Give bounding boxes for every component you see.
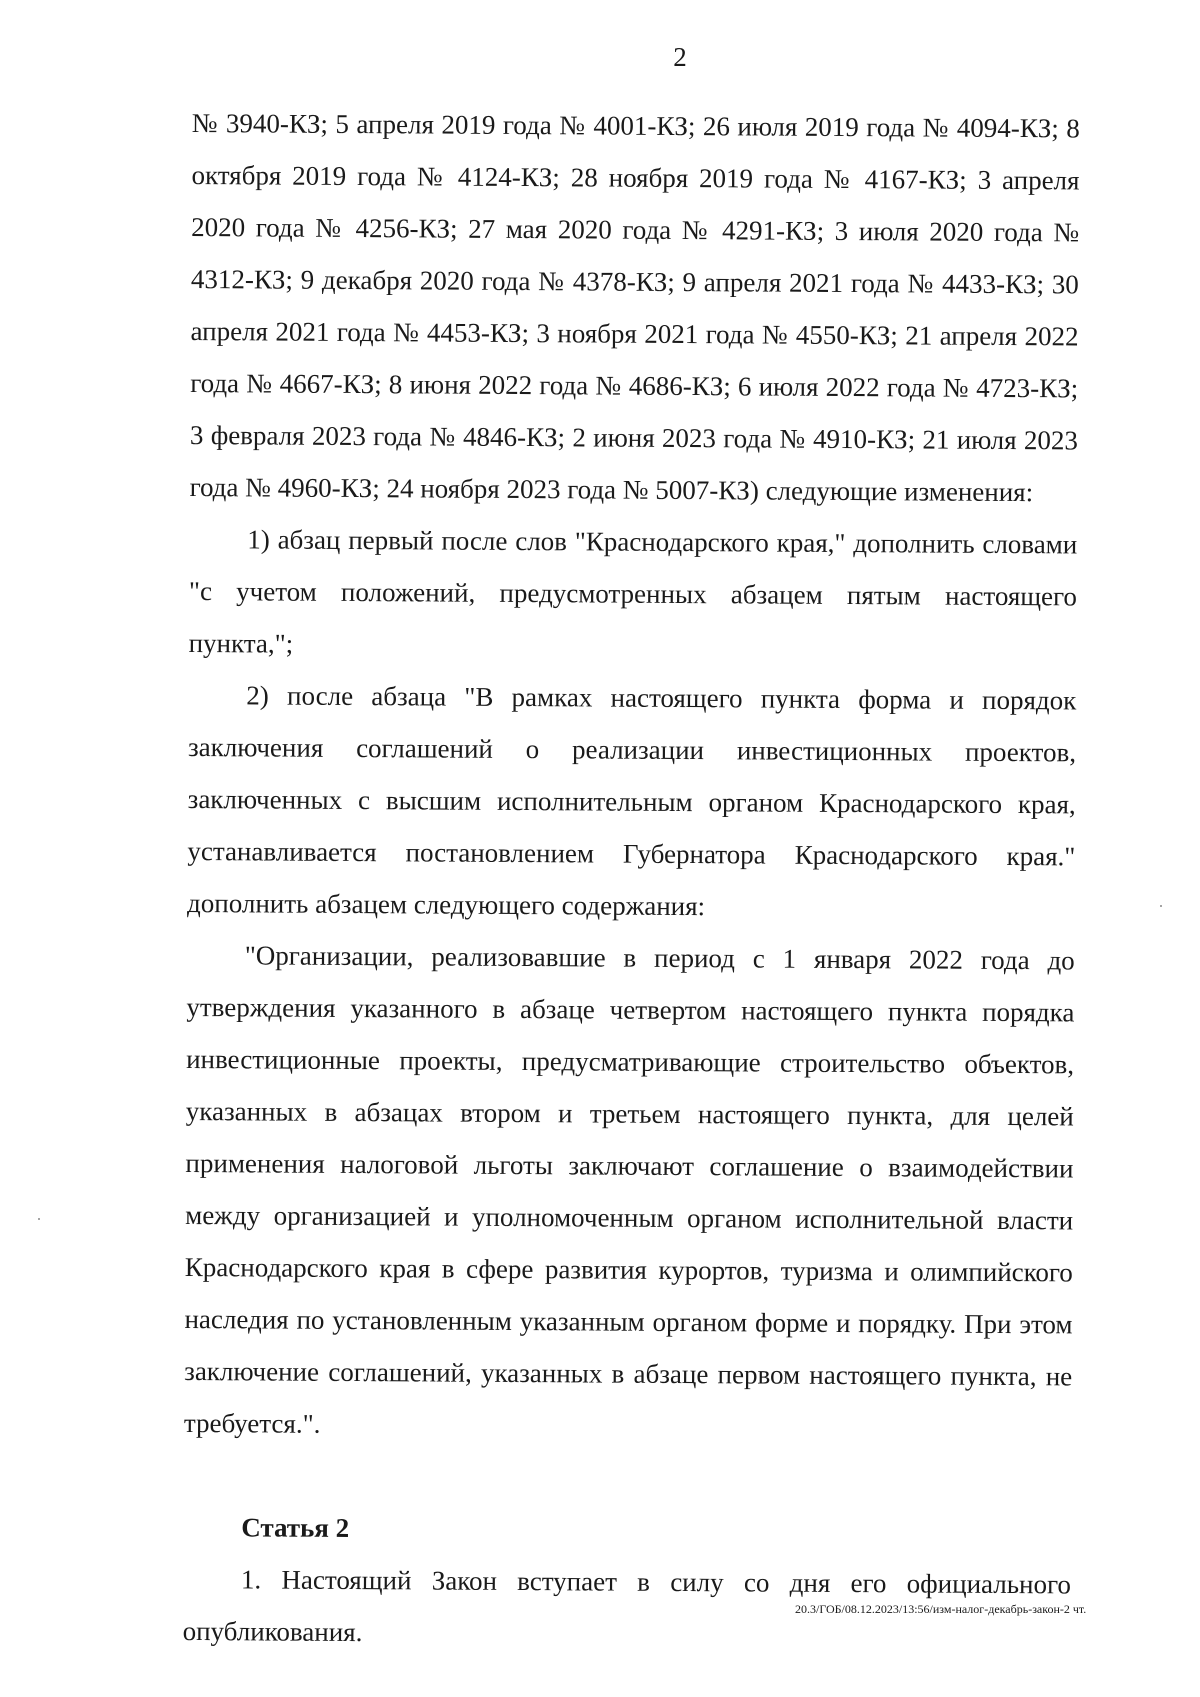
scan-speck [38, 1218, 40, 1220]
amendment-item-2: 2) после абзаца "В рамках настоящего пункта форма и порядок заключения соглашений о реализации инвестиционных проектов, заключенных с высшим исполнительным органом Краснодарского края, устанавливается постановлением Губернатора Краснодарского края." дополнить абзацем следующего содержания: [186, 680, 1077, 922]
page-number: 2 [673, 42, 687, 72]
amendment-item-1: 1) абзац первый после слов "Краснодарского края," дополнить словами "с учетом положений, предусмотренных абзацем пятым настоящего пункта,"; [188, 524, 1078, 659]
article-2-item-1: 1. Настоящий Закон вступает в силу со дня его официального опубликования. [182, 1564, 1072, 1648]
article-2-heading: Статья 2 [241, 1512, 350, 1543]
intro-paragraph: № 3940-КЗ; 5 апреля 2019 года № 4001-КЗ; 26 июля 2019 года № 4094-КЗ; 8 октября 2019 года № 4124-КЗ; 28 ноября 2019 года № 4167-КЗ; 3 апреля 2020 года № 4256-КЗ; 27 мая 2020 года № 4291-КЗ; 3 июля 2020 года № 4312-КЗ; 9 декабря 2020 года № 4378-КЗ; 9 апреля 2021 года № 4433-КЗ; 30 апреля 2021 года № 4453-КЗ; 3 ноября 2021 года № 4550-КЗ; 21 апреля 2022 года № 4667-КЗ; 8 июня 2022 года № 4686-КЗ; 6 июля 2022 года № 4723-КЗ; 3 февраля 2023 года № 4846-КЗ; 2 июня 2023 года № 4910-КЗ; 21 июля 2023 года № 4960-КЗ; 24 ноября 2023 года № 5007-КЗ) следующие изменения: [189, 107, 1080, 508]
document-footer-code: 20.3/ГОБ/08.12.2023/13:56/изм-налог-декабрь-закон-2 чт. [795, 1602, 1087, 1616]
quoted-paragraph: "Организации, реализовавшие в период с 1 января 2022 года до утверждения указанного в абзаце четвертом настоящего пункта порядка инвестиционные проекты, предусматривающие строительство объектов, указанных в абзацах втором и третьем настоящего пункта, для целей применения налоговой льготы заключают соглашение о взаимодействии между организацией и уполномоченным органом исполнительной власти Краснодарского края в сфере развития курортов, туризма и олимпийского наследия по установленным указанным органом форме и порядку. При этом заключение соглашений, указанных в абзаце первом настоящего пункта, не требуется.". [183, 940, 1075, 1439]
scan-speck [1160, 905, 1162, 907]
document-body [182, 97, 1080, 1662]
